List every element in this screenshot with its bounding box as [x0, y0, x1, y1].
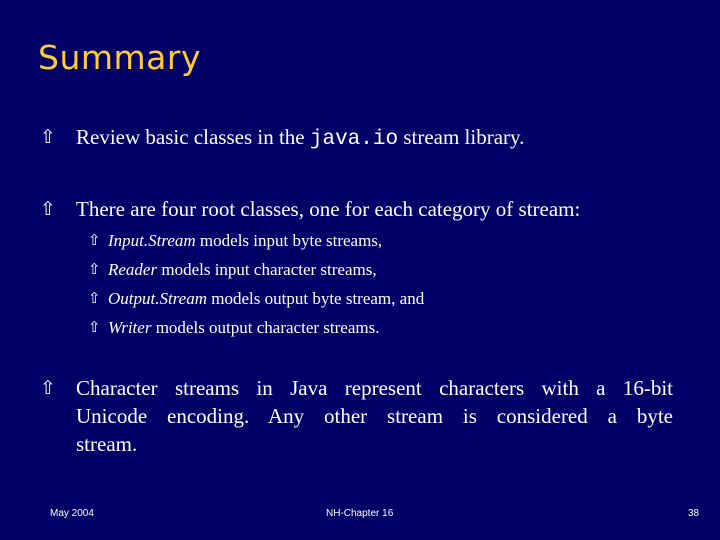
sub-bullet-2-text: models input character streams, — [157, 260, 377, 279]
sub-bullet-4 — [108, 313, 379, 342]
sub-bullet-3-text: models output byte stream, and — [207, 289, 425, 308]
bullet-arrow-icon: ⇧ — [40, 126, 56, 148]
bullet-3-line-2: Unicode encoding. Any other stream is considered a byte — [76, 404, 673, 428]
sub-bullet-2-class: Reader — [108, 260, 158, 279]
footer-date: May 2004 — [50, 508, 94, 519]
footer-chapter: NH-Chapter 16 — [326, 508, 394, 519]
sub-bullet-4-text: models output character streams. — [151, 318, 380, 337]
sub-bullet-4-class: Writer — [108, 318, 152, 337]
sub-bullet-arrow-icon: ⇧ — [88, 231, 101, 249]
bullet-1 — [76, 123, 524, 154]
bullet-3-line-1: Character streams in Java represent characters with a 16-bit — [76, 376, 673, 400]
sub-bullet-2 — [108, 255, 377, 284]
sub-bullet-1-text: models input byte streams, — [195, 231, 383, 250]
bullet-1-text-pre: Review basic classes in the — [76, 125, 310, 149]
sub-bullet-arrow-icon: ⇧ — [88, 260, 101, 278]
sub-bullet-arrow-icon: ⇧ — [88, 289, 101, 307]
bullet-1-text-post: stream library. — [398, 125, 525, 149]
bullet-arrow-icon: ⇧ — [40, 377, 56, 399]
sub-bullet-arrow-icon: ⇧ — [88, 318, 101, 336]
bullet-3-line-3: stream. — [76, 432, 138, 456]
footer-page-number: 38 — [688, 508, 700, 519]
sub-bullet-1 — [108, 226, 382, 255]
sub-bullet-3 — [108, 284, 424, 313]
bullet-arrow-icon: ⇧ — [40, 198, 56, 220]
sub-bullet-3-class: Output.Stream — [108, 289, 208, 308]
bullet-2: There are four root classes, one for each category of stream: — [76, 197, 581, 221]
code-java-io: java.io — [309, 128, 399, 151]
sub-bullet-1-class: Input.Stream — [108, 231, 196, 250]
slide-title: Summary — [38, 38, 201, 77]
